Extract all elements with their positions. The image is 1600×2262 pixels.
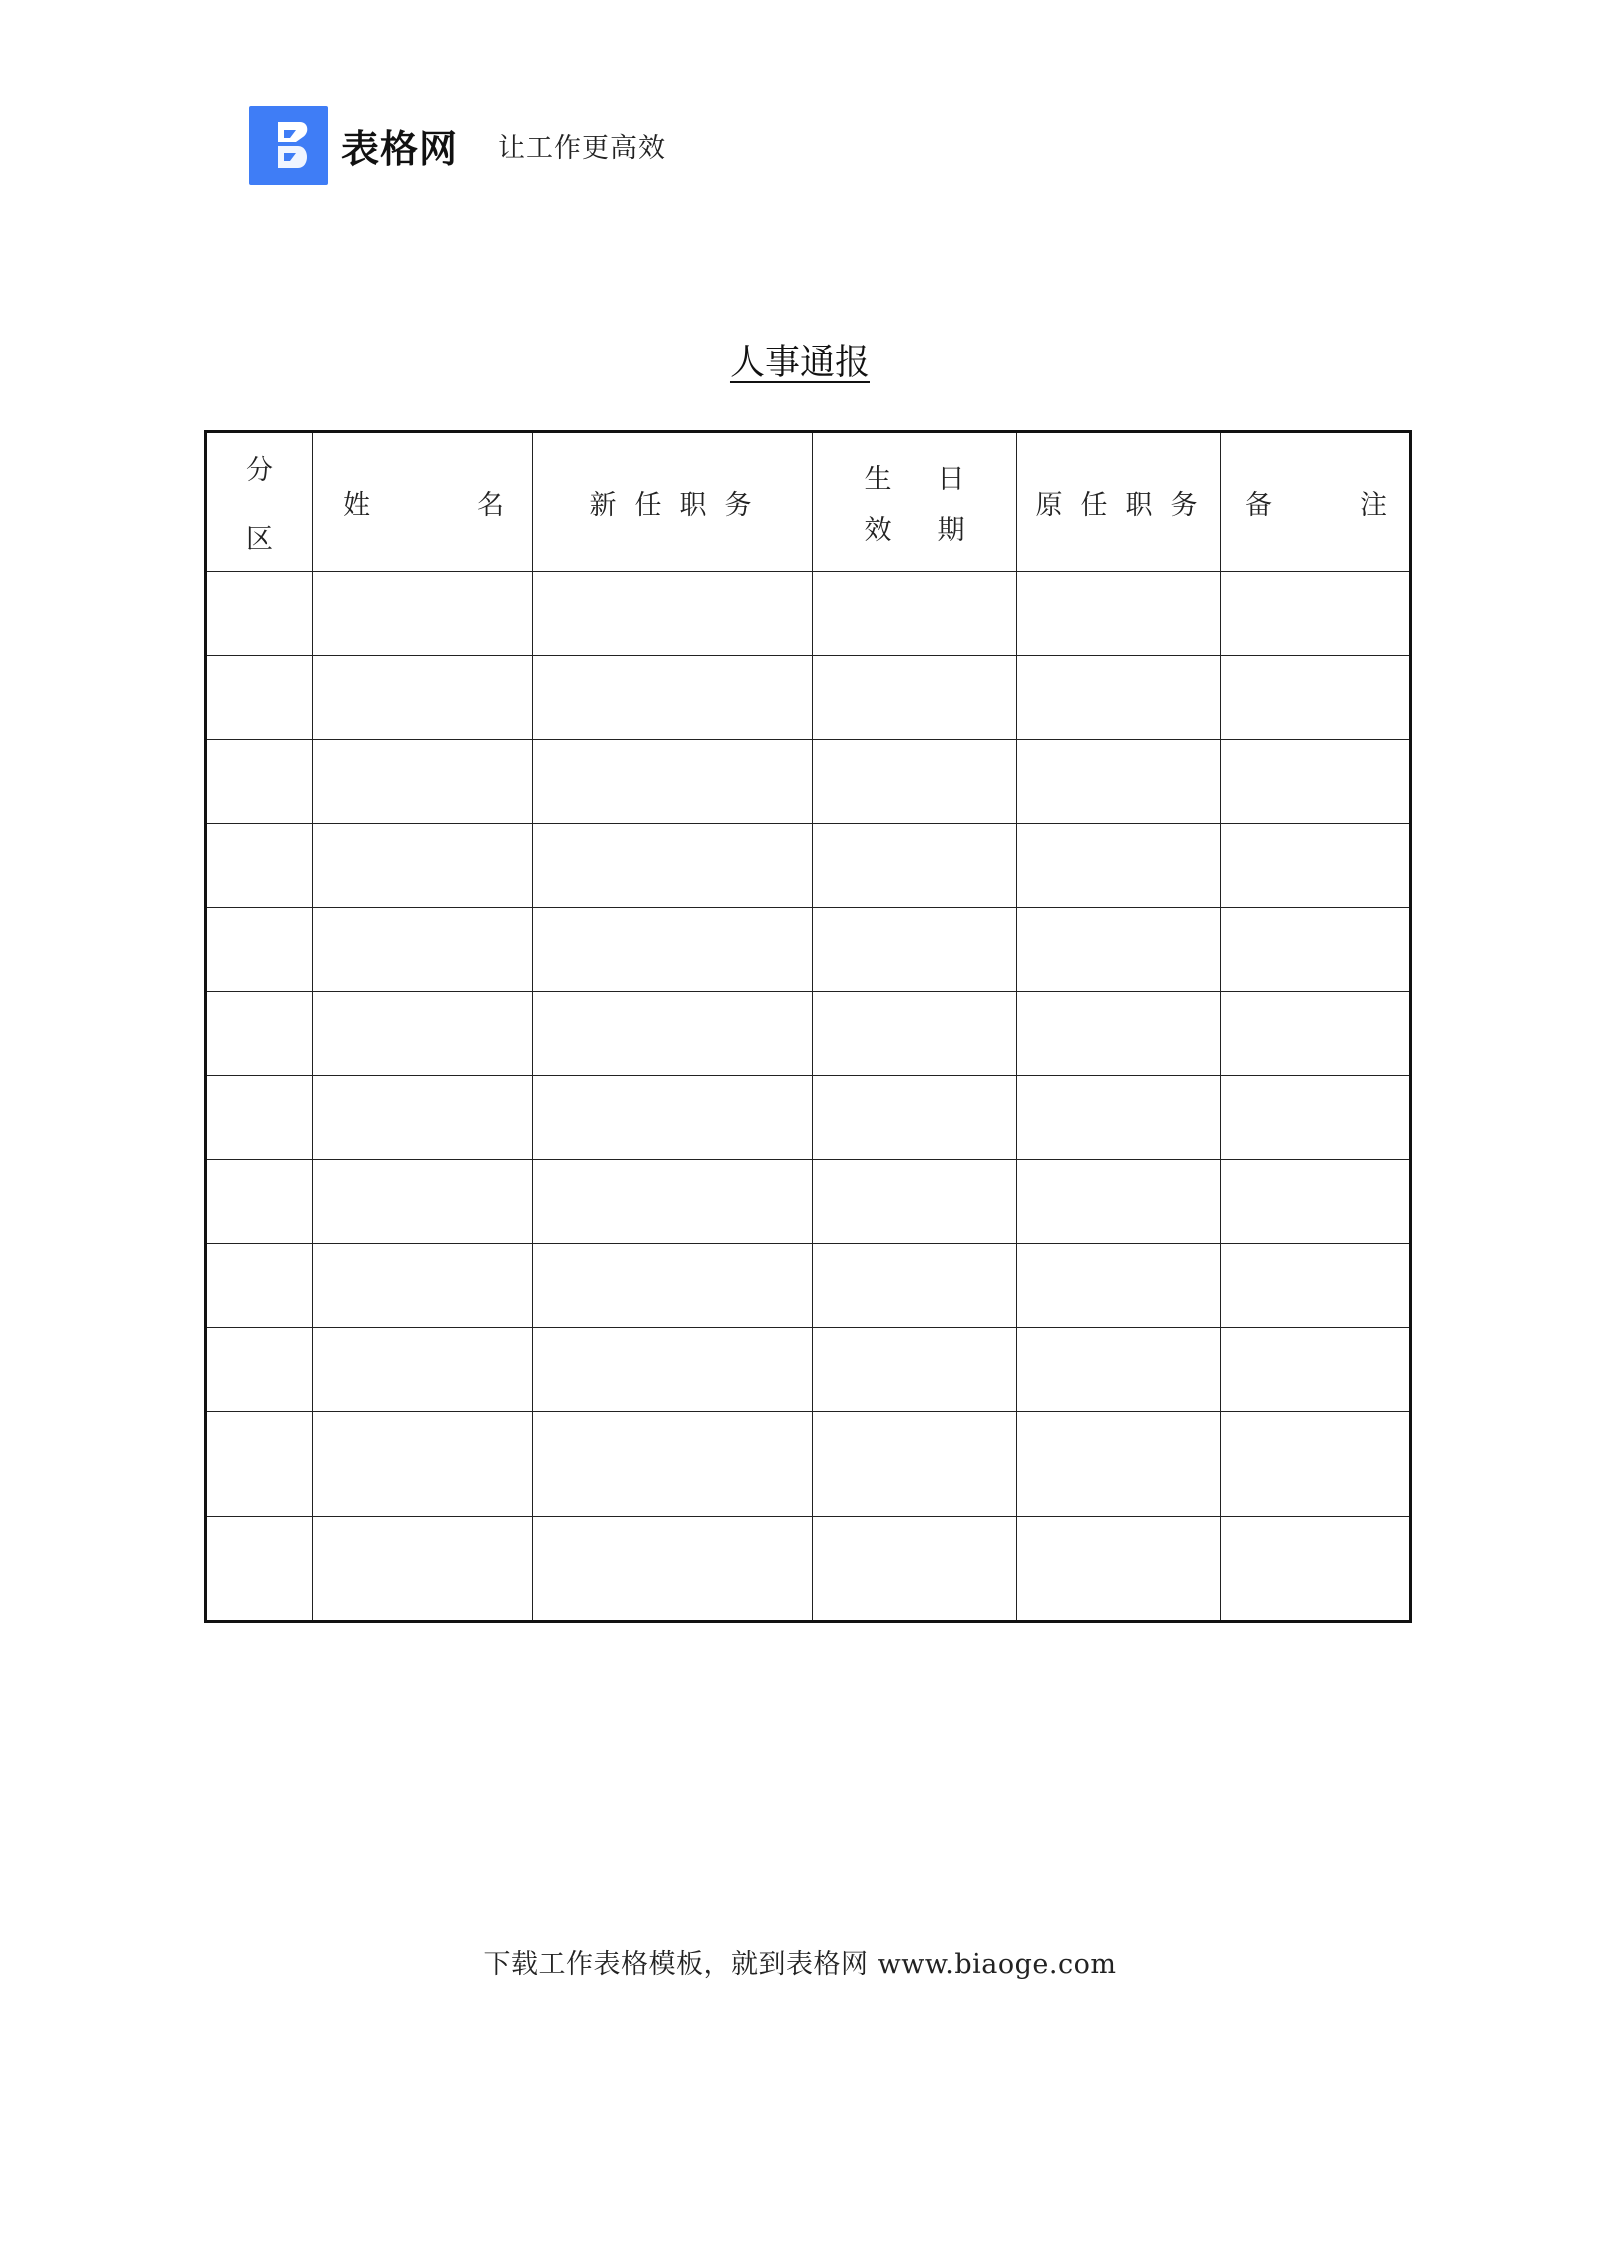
site-header — [249, 105, 666, 185]
table-row — [206, 1076, 1411, 1160]
cell-new-position[interactable] — [533, 1244, 813, 1328]
cell-old-position[interactable] — [1017, 740, 1221, 824]
table-row — [206, 1328, 1411, 1412]
cell-new-position[interactable] — [533, 1517, 813, 1622]
cell-effective-date[interactable] — [813, 992, 1017, 1076]
cell-new-position[interactable] — [533, 992, 813, 1076]
cell-district[interactable] — [206, 572, 313, 656]
cell-district[interactable] — [206, 1328, 313, 1412]
header-remark-left: 备 — [1245, 489, 1272, 521]
header-name-right: 名 — [477, 489, 504, 521]
cell-effective-date[interactable] — [813, 1160, 1017, 1244]
header-new-position — [533, 432, 813, 572]
cell-district[interactable] — [206, 1160, 313, 1244]
cell-name[interactable] — [313, 740, 533, 824]
header-name — [313, 432, 533, 572]
cell-name[interactable] — [313, 824, 533, 908]
cell-old-position[interactable] — [1017, 1412, 1221, 1517]
cell-district[interactable] — [206, 824, 313, 908]
table-row — [206, 1244, 1411, 1328]
cell-name[interactable] — [313, 992, 533, 1076]
header-remark — [1221, 432, 1411, 572]
cell-new-position[interactable] — [533, 656, 813, 740]
header-new-position-label: 新任职务 — [589, 489, 770, 521]
cell-district[interactable] — [206, 656, 313, 740]
cell-effective-date[interactable] — [813, 824, 1017, 908]
table-row — [206, 656, 1411, 740]
cell-name[interactable] — [313, 572, 533, 656]
cell-effective-date[interactable] — [813, 908, 1017, 992]
cell-new-position[interactable] — [533, 1160, 813, 1244]
header-old-position — [1017, 432, 1221, 572]
cell-new-position[interactable] — [533, 1328, 813, 1412]
cell-district[interactable] — [206, 1244, 313, 1328]
cell-new-position[interactable] — [533, 572, 813, 656]
table-body — [206, 572, 1411, 1622]
cell-old-position[interactable] — [1017, 572, 1221, 656]
table-row — [206, 1517, 1411, 1622]
table-header-row — [206, 432, 1411, 572]
cell-district[interactable] — [206, 1076, 313, 1160]
cell-name[interactable] — [313, 1076, 533, 1160]
table-row — [206, 908, 1411, 992]
cell-district[interactable] — [206, 1412, 313, 1517]
cell-effective-date[interactable] — [813, 1328, 1017, 1412]
cell-effective-date[interactable] — [813, 1076, 1017, 1160]
cell-new-position[interactable] — [533, 824, 813, 908]
header-remark-right: 注 — [1360, 489, 1387, 521]
personnel-notice-table — [204, 430, 1412, 1623]
header-name-left: 姓 — [343, 489, 370, 521]
cell-old-position[interactable] — [1017, 1076, 1221, 1160]
header-district-top: 分 — [246, 455, 273, 486]
cell-new-position[interactable] — [533, 908, 813, 992]
header-effective-bottom: 效期 — [864, 515, 1011, 546]
cell-remark[interactable] — [1221, 992, 1411, 1076]
document-title — [0, 335, 1600, 385]
footer-text: 下载工作表格模板，就到表格网 www.biaoge.com — [483, 1949, 1117, 1980]
header-old-position-label: 原任职务 — [1035, 489, 1216, 521]
brand-slogan: 让工作更高效 — [498, 132, 667, 164]
cell-name[interactable] — [313, 1412, 533, 1517]
table-row — [206, 824, 1411, 908]
document-title-text: 人事通报 — [729, 343, 870, 383]
cell-old-position[interactable] — [1017, 1517, 1221, 1622]
cell-effective-date[interactable] — [813, 740, 1017, 824]
cell-name[interactable] — [313, 908, 533, 992]
cell-old-position[interactable] — [1017, 1160, 1221, 1244]
cell-remark[interactable] — [1221, 824, 1411, 908]
brand-name: 表格网 — [341, 126, 459, 171]
cell-old-position[interactable] — [1017, 1328, 1221, 1412]
cell-remark[interactable] — [1221, 1517, 1411, 1622]
cell-remark[interactable] — [1221, 908, 1411, 992]
cell-name[interactable] — [313, 1517, 533, 1622]
cell-remark[interactable] — [1221, 740, 1411, 824]
cell-remark[interactable] — [1221, 572, 1411, 656]
table-row — [206, 992, 1411, 1076]
cell-district[interactable] — [206, 1517, 313, 1622]
cell-remark[interactable] — [1221, 656, 1411, 740]
cell-remark[interactable] — [1221, 1076, 1411, 1160]
cell-district[interactable] — [206, 908, 313, 992]
cell-new-position[interactable] — [533, 740, 813, 824]
cell-old-position[interactable] — [1017, 1244, 1221, 1328]
cell-effective-date[interactable] — [813, 1412, 1017, 1517]
header-district — [206, 432, 313, 572]
cell-effective-date[interactable] — [813, 572, 1017, 656]
cell-district[interactable] — [206, 992, 313, 1076]
cell-name[interactable] — [313, 1244, 533, 1328]
cell-district[interactable] — [206, 740, 313, 824]
cell-new-position[interactable] — [533, 1076, 813, 1160]
cell-name[interactable] — [313, 1160, 533, 1244]
table-row — [206, 1160, 1411, 1244]
cell-remark[interactable] — [1221, 1328, 1411, 1412]
cell-name[interactable] — [313, 656, 533, 740]
cell-old-position[interactable] — [1017, 656, 1221, 740]
cell-new-position[interactable] — [533, 1412, 813, 1517]
cell-old-position[interactable] — [1017, 824, 1221, 908]
cell-effective-date[interactable] — [813, 656, 1017, 740]
cell-effective-date[interactable] — [813, 1517, 1017, 1622]
table-row — [206, 740, 1411, 824]
cell-remark[interactable] — [1221, 1412, 1411, 1517]
header-effective-top: 生日 — [864, 464, 1011, 495]
table-row — [206, 1412, 1411, 1517]
cell-name[interactable] — [313, 1328, 533, 1412]
header-effective-date — [813, 432, 1017, 572]
cell-remark[interactable] — [1221, 1244, 1411, 1328]
table-row — [206, 572, 1411, 656]
cell-old-position[interactable] — [1017, 992, 1221, 1076]
cell-effective-date[interactable] — [813, 1244, 1017, 1328]
header-district-bottom: 区 — [246, 524, 273, 555]
biaoge-logo-icon — [249, 106, 328, 185]
cell-old-position[interactable] — [1017, 908, 1221, 992]
cell-remark[interactable] — [1221, 1160, 1411, 1244]
